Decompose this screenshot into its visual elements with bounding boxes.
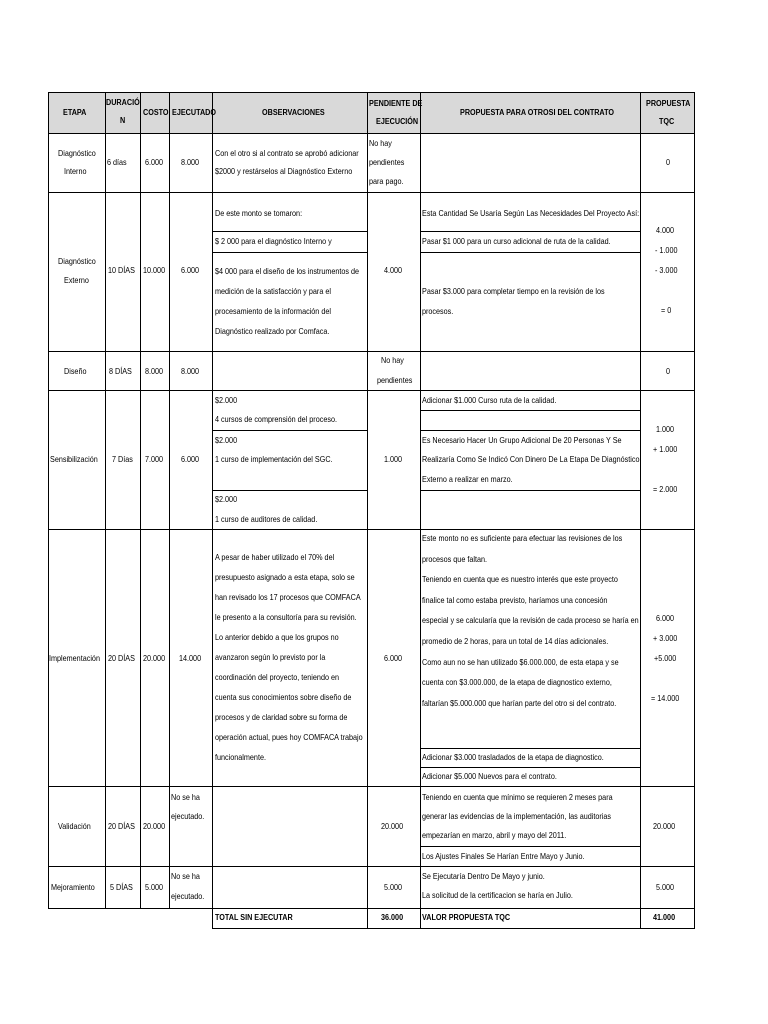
diag-externo-obs-c2: medición de la satisfacción y para el xyxy=(215,286,331,296)
impl-obs-line: presupuesto asignado a esta etapa, solo se xyxy=(215,572,355,582)
sensib-costo: 7.000 xyxy=(145,454,164,464)
diag-externo-obs-c4: Diagnóstico realizado por Comfaca. xyxy=(215,326,330,336)
sensib-pend: 1.000 xyxy=(384,454,403,464)
diseno-pend-1: No hay xyxy=(381,355,404,365)
mejora-prop-2: La solicitud de la certificacion se haría en Julio. xyxy=(422,890,573,900)
diag-externo-pend: 4.000 xyxy=(384,265,403,275)
valid-etapa: Validación xyxy=(58,821,91,831)
sensib-obs-b1: $2.000 xyxy=(215,435,238,445)
sensib-obs-b2: 1 curso de implementación del SGC. xyxy=(215,454,333,464)
valid-costo: 20.000 xyxy=(143,821,166,831)
total-label: TOTAL SIN EJECUTAR xyxy=(215,912,293,922)
diseno-duracion: 8 DÍAS xyxy=(109,366,132,376)
impl-prop-line: procesos que faltan. xyxy=(422,553,488,564)
impl-obs-line: Lo anterior debido a que los grupos no xyxy=(215,632,339,642)
impl-prop-line: Este monto no es suficiente para efectuar las revisiones de los xyxy=(422,533,623,543)
diag-interno-pend-1: No hay xyxy=(369,138,392,148)
valid-prop-b: Los Ajustes Finales Se Harían Entre Mayo y Junio. xyxy=(422,851,585,861)
sensib-prop-b1: Es Necesario Hacer Un Grupo Adicional De 20 Personas Y Se xyxy=(422,435,622,445)
diag-externo-tqc-2: - 1.000 xyxy=(655,245,678,255)
diag-externo-obs-b: $ 2 000 para el diagnóstico Interno y xyxy=(215,236,332,246)
mejora-costo: 5.000 xyxy=(145,882,164,892)
impl-prop-line: especial y se calcularía que la revisión de cada proceso se haría en xyxy=(422,615,639,626)
header-etapa: ETAPA xyxy=(63,107,87,117)
sensib-prop-b2: Realizaría Como Se Indicó Con Dinero De La Etapa De Diagnóstico xyxy=(422,454,640,464)
diag-externo-prop-c2: procesos. xyxy=(422,306,454,316)
impl-prop-line: Como aun no se han utilizado $6.000.000, de esta etapa y se xyxy=(422,656,619,667)
impl-obs-line: procesos y de claridad sobre su forma de xyxy=(215,712,348,722)
header-costo: COSTO xyxy=(143,107,169,117)
diseno-etapa: Diseño xyxy=(64,366,87,376)
impl-prop-line: finalice tal como estaba previsto, haríamos una concesión xyxy=(422,594,608,605)
impl-prop-b: Adicionar $3.000 trasladados de la etapa de diagnostico. xyxy=(422,752,604,762)
impl-costo: 20.000 xyxy=(143,653,166,663)
total-tqc: 41.000 xyxy=(653,912,676,922)
diseno-costo: 8.000 xyxy=(145,366,164,376)
header-pendiente-2: EJECUCIÓN xyxy=(376,116,419,126)
diag-externo-obs-c1: $4 000 para el diseño de los instrumentos de xyxy=(215,266,360,276)
diag-interno-etapa-1: Diagnóstico xyxy=(58,148,96,158)
impl-obs-line: coordinación del proyecto, teniendo en xyxy=(215,672,340,682)
header-ejecutado: EJECUTADO xyxy=(172,107,216,117)
mejora-prop-1: Se Ejecutaría Dentro De Mayo y junio. xyxy=(422,871,545,881)
impl-tqc-4: = 14.000 xyxy=(651,693,680,703)
diag-interno-obs-2: $2000 y restárselos al Diagnóstico Externo xyxy=(215,166,353,176)
impl-prop-line: faltarían $5.000.000 que harían parte del otro si del contrato. xyxy=(422,697,617,708)
diseno-tqc: 0 xyxy=(666,366,671,376)
impl-ejecutado: 14.000 xyxy=(179,653,202,663)
header-duracion-2: N xyxy=(120,115,126,125)
valid-prop-1: Teniendo en cuenta que mínimo se requieren 2 meses para xyxy=(422,792,613,802)
diag-externo-duracion: 10 DÍAS xyxy=(108,265,135,275)
mejora-ejec-2: ejecutado. xyxy=(171,891,205,901)
diag-externo-prop-a: Esta Cantidad Se Usaría Según Las Necesidades Del Proyecto Así: xyxy=(422,208,640,218)
mejora-ejec-1: No se ha xyxy=(171,871,200,881)
diag-interno-tqc: 0 xyxy=(666,157,671,167)
total-propuesta-label: VALOR PROPUESTA TQC xyxy=(422,912,511,922)
impl-tqc-3: +5.000 xyxy=(654,653,677,663)
header-tqc-2: TQC xyxy=(659,116,675,126)
impl-obs-line: operación actual, pues hoy COMFACA trabajo xyxy=(215,732,363,742)
impl-obs-line: avanzaron según lo previsto por la xyxy=(215,652,326,662)
impl-tqc-2: + 3.000 xyxy=(653,633,678,643)
diag-interno-pend-3: para pago. xyxy=(369,176,404,186)
valid-duracion: 20 DÍAS xyxy=(108,821,135,831)
sensib-duracion: 7 Días xyxy=(112,454,133,464)
header-tqc-1: PROPUESTA xyxy=(646,98,691,108)
mejora-pend: 5.000 xyxy=(384,882,403,892)
header-observaciones: OBSERVACIONES xyxy=(262,107,325,117)
mejora-etapa: Mejoramiento xyxy=(51,882,95,892)
mejora-duracion: 5 DÍAS xyxy=(110,882,133,892)
impl-pend: 6.000 xyxy=(384,653,403,663)
valid-pend: 20.000 xyxy=(381,821,404,831)
valid-tqc: 20.000 xyxy=(653,821,676,831)
diag-externo-etapa-1: Diagnóstico xyxy=(58,256,96,266)
valid-ejec-2: ejecutado. xyxy=(171,811,205,821)
impl-obs-line: funcionalmente. xyxy=(215,752,266,762)
diag-interno-duracion: 6 días xyxy=(107,157,127,167)
impl-obs-line: A pesar de haber utilizado el 70% del xyxy=(215,552,335,562)
sensib-etapa: Sensibilización xyxy=(50,454,98,464)
mejora-tqc: 5.000 xyxy=(656,882,675,892)
sensib-prop-b3: Externo a realizar en marzo. xyxy=(422,474,513,484)
diag-externo-costo: 10.000 xyxy=(143,265,166,275)
valid-prop-2: generar las evidencias de la implementación, las auditorias xyxy=(422,811,611,821)
impl-duracion: 20 DÍAS xyxy=(108,653,135,663)
impl-prop-line: Teniendo en cuenta que es nuestro interés que este proyecto xyxy=(422,574,618,585)
diag-externo-obs-a: De este monto se tomaron: xyxy=(215,208,303,218)
diag-externo-ejecutado: 6.000 xyxy=(181,265,200,275)
impl-tqc-1: 6.000 xyxy=(656,613,675,623)
impl-prop-line: cuenta con $3.000.000, de la etapa de diagnostico externo, xyxy=(422,677,612,688)
diag-interno-costo: 6.000 xyxy=(145,157,164,167)
diag-externo-tqc-3: - 3.000 xyxy=(655,265,678,275)
sensib-tqc-3: = 2.000 xyxy=(653,484,678,494)
header-propuesta: PROPUESTA PARA OTROSI DEL CONTRATO xyxy=(460,107,615,117)
impl-prop-line: promedio de 2 horas, para un total de 14 días adicionales. xyxy=(422,636,609,646)
diag-interno-obs-1: Con el otro si al contrato se aprobó adicionar xyxy=(215,148,359,158)
sensib-tqc-2: + 1.000 xyxy=(653,444,678,454)
diag-externo-etapa-2: Externo xyxy=(64,275,89,285)
valid-prop-3: empezarían en marzo, abril y mayo del 2011. xyxy=(422,830,567,840)
impl-prop-c: Adicionar $5.000 Nuevos para el contrato. xyxy=(422,771,557,781)
diag-externo-tqc-4: = 0 xyxy=(661,305,672,315)
diag-externo-obs-c3: procesamiento de la información del xyxy=(215,306,331,316)
impl-etapa: Implementación xyxy=(49,653,100,663)
sensib-prop-a: Adicionar $1.000 Curso ruta de la calidad. xyxy=(422,395,557,405)
sensib-ejecutado: 6.000 xyxy=(181,454,200,464)
diag-interno-pend-2: pendientes xyxy=(369,157,405,167)
diag-externo-prop-c1: Pasar $3.000 para completar tiempo en la revisión de los xyxy=(422,286,605,296)
header-pendiente-1: PENDIENTE DE xyxy=(369,98,423,108)
diag-interno-ejecutado: 8.000 xyxy=(181,157,200,167)
diag-externo-tqc-1: 4.000 xyxy=(656,225,675,235)
valid-ejec-1: No se ha xyxy=(171,792,200,802)
impl-obs-line: le presento a la consultoría para su revisión. xyxy=(215,612,357,622)
sensib-obs-c1: $2.000 xyxy=(215,494,238,504)
sensib-obs-a2: 4 cursos de comprensión del proceso. xyxy=(215,414,337,424)
sensib-tqc-1: 1.000 xyxy=(656,424,675,434)
impl-obs-line: han revisado los 17 procesos que COMFACA xyxy=(215,592,361,602)
header-duracion-1: DURACIÓ xyxy=(106,97,140,107)
diag-externo-prop-b: Pasar $1 000 para un curso adicional de ruta de la calidad. xyxy=(422,236,611,246)
sensib-obs-a1: $2.000 xyxy=(215,395,238,405)
diag-interno-etapa-2: Interno xyxy=(64,166,87,176)
total-pendiente: 36.000 xyxy=(381,912,404,922)
sensib-obs-c2: 1 curso de auditores de calidad. xyxy=(215,514,318,524)
impl-obs-line: cuenta sus conocimientos sobre diseño de xyxy=(215,692,352,702)
diseno-pend-2: pendientes xyxy=(377,375,413,385)
diseno-ejecutado: 8.000 xyxy=(181,366,200,376)
